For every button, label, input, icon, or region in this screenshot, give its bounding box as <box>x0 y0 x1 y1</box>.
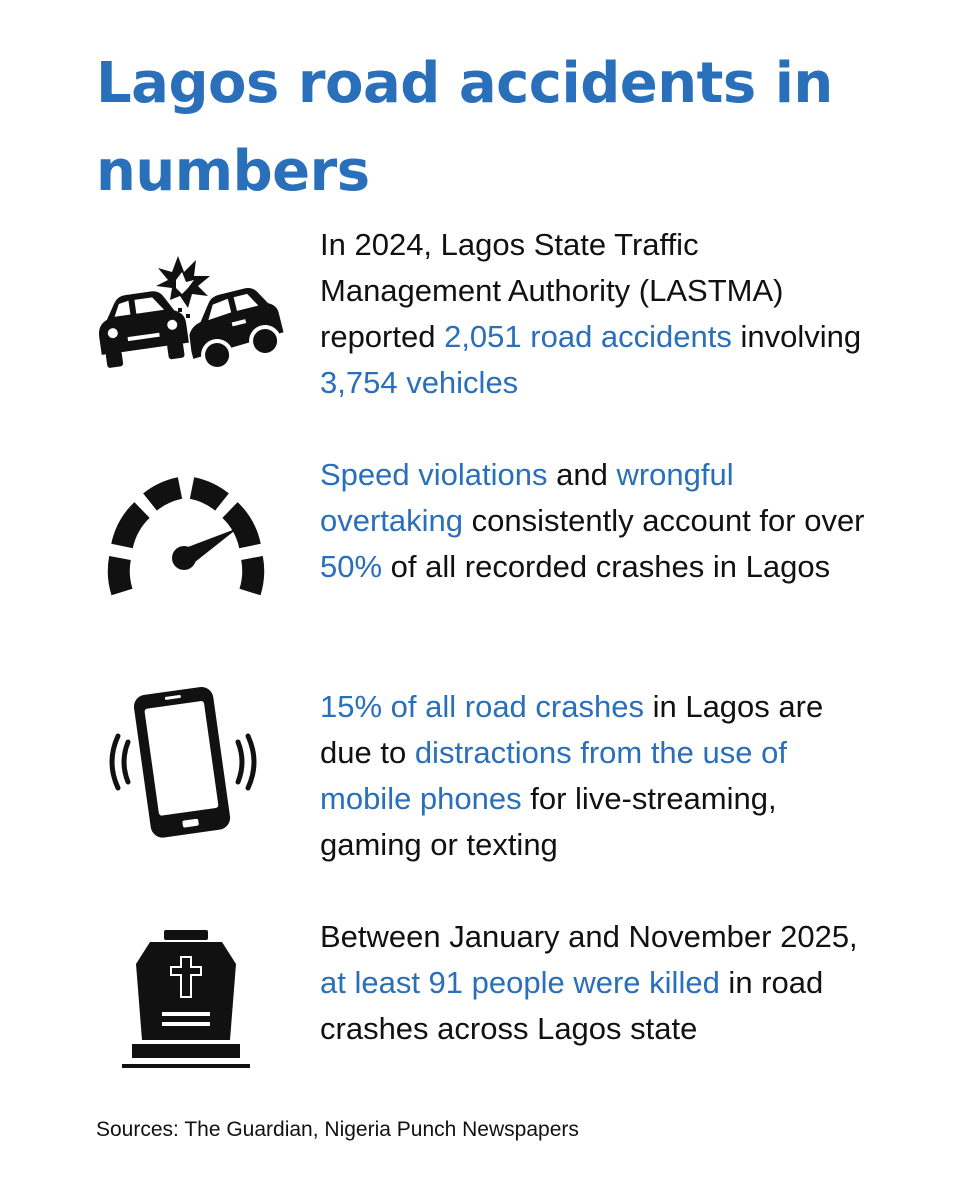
sources-note: Sources: The Guardian, Nigeria Punch Newspapers <box>96 1118 579 1141</box>
highlight-percentage: 50% <box>320 549 383 584</box>
page-title: Lagos road accidents in numbers <box>96 51 833 204</box>
text-part: involving <box>731 319 862 354</box>
text-part: consistently account for over <box>463 503 865 538</box>
stat-text-accidents <box>320 222 880 406</box>
text-part: of all recorded crashes in Lagos <box>382 549 831 584</box>
text-part: for live-streaming, gaming or texting <box>320 781 777 862</box>
highlight-wrongful-overtaking: wrongful overtaking <box>320 457 734 538</box>
highlight-accident-count: 2,051 road accidents <box>444 319 732 354</box>
stat-text-deaths <box>320 914 880 1052</box>
speedometer-icon <box>106 476 266 596</box>
highlight-phone-distraction: distractions from the use of mobile phones <box>320 735 787 816</box>
highlight-vehicle-count: 3,754 vehicles <box>320 365 519 400</box>
highlight-death-count: at least 91 people were killed <box>320 965 720 1000</box>
text-part: in Lagos are due to <box>320 689 824 770</box>
highlight-crash-share: 15% of all road crashes <box>320 689 644 724</box>
stat-text-speed <box>320 452 880 590</box>
text-part: in road crashes across Lagos state <box>320 965 824 1046</box>
text-part: In 2024, Lagos State Traffic Management Authority (LASTMA) reported <box>320 227 784 354</box>
vibrating-phone-icon <box>102 684 266 840</box>
tombstone-icon <box>120 928 252 1074</box>
car-crash-icon <box>96 250 286 380</box>
text-part: Between January and November 2025, <box>320 919 858 954</box>
highlight-speed-violations: Speed violations <box>320 457 548 492</box>
stat-text-phones <box>320 684 880 868</box>
text-part: and <box>547 457 617 492</box>
